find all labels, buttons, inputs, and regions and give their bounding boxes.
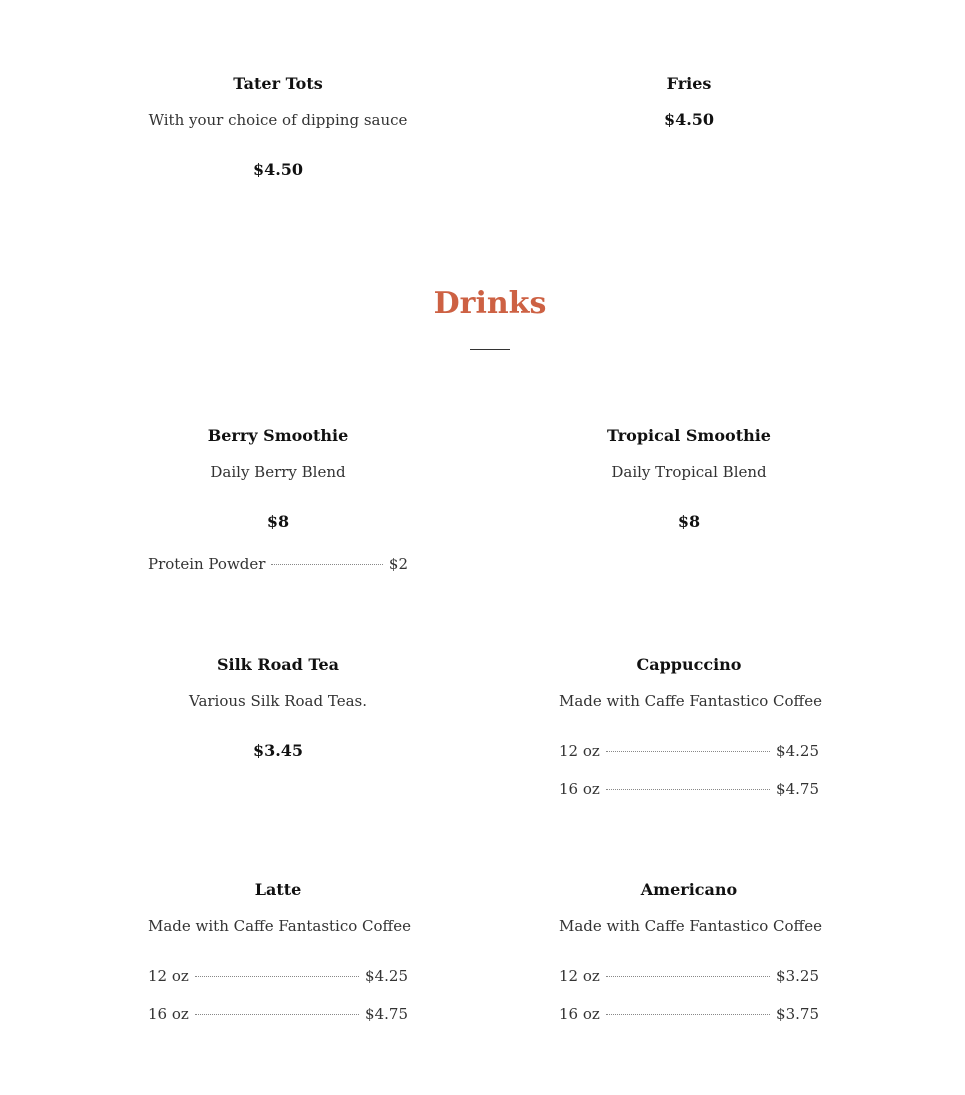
dot-leader xyxy=(195,1014,359,1015)
dot-leader xyxy=(606,751,770,752)
item-name: Silk Road Tea xyxy=(216,655,340,674)
menu-item-americano xyxy=(559,880,822,1024)
menu-item-silk-road-tea xyxy=(148,655,408,761)
option-label: 12 oz xyxy=(559,742,600,760)
item-name: Cappuccino xyxy=(636,655,742,674)
option-price: $4.25 xyxy=(776,742,819,760)
item-name: Americano xyxy=(640,880,738,899)
item-description: Daily Berry Blend xyxy=(210,463,346,481)
menu-item-fries xyxy=(559,74,819,130)
dot-leader xyxy=(606,1014,770,1015)
item-options xyxy=(148,554,408,574)
menu-item-latte xyxy=(148,880,411,1024)
menu-item-cappuccino xyxy=(559,655,822,799)
item-description: With your choice of dipping sauce xyxy=(148,111,408,129)
option-row xyxy=(559,779,819,799)
item-price: $4.50 xyxy=(663,110,715,129)
dot-leader xyxy=(271,564,382,565)
option-price: $2 xyxy=(388,555,408,573)
item-description: Made with Caffe Fantastico Coffee xyxy=(559,692,822,710)
item-name: Latte xyxy=(254,880,302,899)
item-price: $8 xyxy=(266,512,290,531)
item-price: $3.45 xyxy=(252,741,304,760)
option-row xyxy=(559,1004,819,1024)
option-price: $3.75 xyxy=(776,1005,819,1023)
option-row xyxy=(559,741,819,761)
item-price: $4.50 xyxy=(252,160,304,179)
item-description: Various Silk Road Teas. xyxy=(188,692,367,710)
option-price: $4.25 xyxy=(365,967,408,985)
item-price: $8 xyxy=(677,512,701,531)
option-price: $4.75 xyxy=(776,780,819,798)
section-title-drinks: Drinks xyxy=(433,286,547,321)
menu-item-berry-smoothie xyxy=(148,426,408,574)
menu-item-tropical-smoothie xyxy=(559,426,819,532)
option-row xyxy=(559,966,819,986)
option-row xyxy=(148,554,408,574)
section-divider xyxy=(470,349,510,350)
dot-leader xyxy=(606,976,770,977)
item-description: Daily Tropical Blend xyxy=(611,463,767,481)
option-row xyxy=(148,966,408,986)
item-description: Made with Caffe Fantastico Coffee xyxy=(148,917,411,935)
menu-item-tater-tots xyxy=(148,74,408,180)
option-label: 16 oz xyxy=(559,1005,600,1023)
item-name: Fries xyxy=(666,74,712,93)
item-name: Berry Smoothie xyxy=(207,426,349,445)
item-name: Tropical Smoothie xyxy=(607,426,771,445)
dot-leader xyxy=(606,789,770,790)
option-price: $4.75 xyxy=(365,1005,408,1023)
option-label: Protein Powder xyxy=(148,555,266,573)
option-label: 16 oz xyxy=(148,1005,189,1023)
item-options xyxy=(559,966,819,1024)
option-label: 16 oz xyxy=(559,780,600,798)
option-label: 12 oz xyxy=(148,967,189,985)
item-description: Made with Caffe Fantastico Coffee xyxy=(559,917,822,935)
item-name: Tater Tots xyxy=(233,74,323,93)
item-options xyxy=(559,741,819,799)
option-row xyxy=(148,1004,408,1024)
dot-leader xyxy=(195,976,359,977)
option-label: 12 oz xyxy=(559,967,600,985)
item-options xyxy=(148,966,408,1024)
option-price: $3.25 xyxy=(776,967,819,985)
